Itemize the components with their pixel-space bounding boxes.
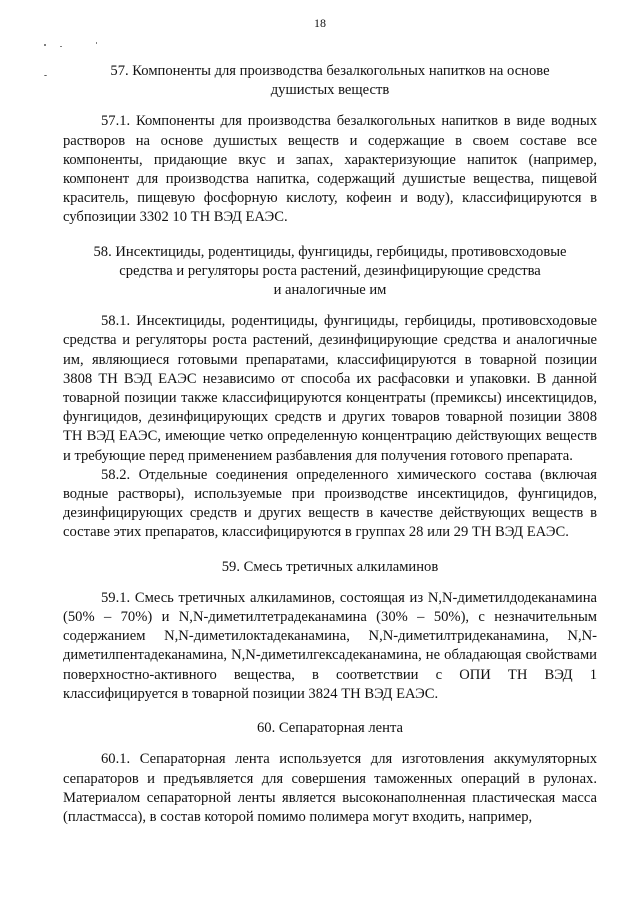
section-heading [63,719,597,738]
section-spacer [63,228,597,243]
section-heading-line: 59. Смесь третичных алкиламинов [221,558,439,575]
paragraph: 57.1. Компоненты для производства безалкогольных напитков в виде водных растворов на основе душистых веществ и содержащие в своем составе все компоненты, придающие вкус и запах, характеризующие напиток (например, компонент для производства напитка, содержащий душистые вещества, пищевой краситель, пищевую фосфорную кислоту, кофеин и воду), классифицируются в субпозиции 3302 10 ТН ВЭД ЕАЭС. [63,113,597,226]
section-spacer [63,704,597,719]
section-heading-line: 60. Сепараторная лента [257,720,403,737]
document-body [63,62,597,827]
heading-spacer [63,100,597,112]
scan-speck [60,46,62,47]
section-heading-line: 57. Компоненты для производства безалкогольных напитков на основе [110,63,550,79]
paragraph: 60.1. Сепараторная лента используется для изготовления аккумуляторных сепараторов и предъявляется для совершения таможенных операций в рулонах. Материалом сепараторной ленты является высоконаполненная пластическая масса (пластмасса), в состав которой помимо полимера могут входить, например, [63,751,597,825]
scan-speck [44,44,46,46]
section-heading-line: и аналогичные им [273,282,387,299]
heading-spacer [63,577,597,589]
section-heading-line: 58. Инсектициды, родентициды, фунгициды, гербициды, противовсходовые [93,243,567,260]
page-number: 18 [314,16,326,30]
heading-spacer [63,300,597,312]
section-heading [63,62,597,100]
scan-speck [44,75,47,76]
section-heading-line: средства и регуляторы роста растений, дезинфицирующие средства [119,262,541,279]
section-heading-line: душистых веществ [270,82,390,99]
section-heading [63,243,597,301]
paragraph: 58.1. Инсектициды, родентициды, фунгициды, гербициды, противовсходовые средства и регуляторы роста растений, дезинфицирующие средства и аналогичные им, являющиеся готовыми препаратами, классифицируются в товарной позиции 3808 ТН ВЭД ЕАЭС независимо от способа их расфасовки и упаковки. В данной товарной позиции также классифицируются концентраты (премиксы) инсектицидов, фунгицидов, дезинфицирующих средств и других товаров товарной позиции 3808 ТН ВЭД ЕАЭС, имеющие четко определенную концентрацию действующих веществ и требующие перед применением разбавления для получения готового препарата. [63,313,597,464]
scan-speck [96,42,97,44]
section-heading [63,558,597,577]
heading-spacer [63,738,597,750]
paragraph: 58.2. Отдельные соединения определенного химического состава (включая водные растворы), используемые при производстве инсектицидов, фунгицидов, дезинфицирующих средств и других веществ в качестве действующих веществ в составе этих препаратов, классифицируются в группах 28 или 29 ТН ВЭД ЕАЭС. [63,466,597,541]
section-spacer [63,543,597,558]
paragraph: 59.1. Смесь третичных алкиламинов, состоящая из N,N-диметилдодеканамина (50% – 70%) и N,N-диметилтетрадеканамина (30% – 50%), с незначительным содержанием N,N-диметилоктадеканамина, N,N-диметилтридеканамина, N,N-диметилпентадеканамина, N,N-диметилгексадеканамина, не обладающая свойствами поверхностно-активного вещества, в соответствии с ОПИ ТН ВЭД 1 классифицируется в товарной позиции 3824 ТН ВЭД ЕАЭС. [63,589,597,702]
